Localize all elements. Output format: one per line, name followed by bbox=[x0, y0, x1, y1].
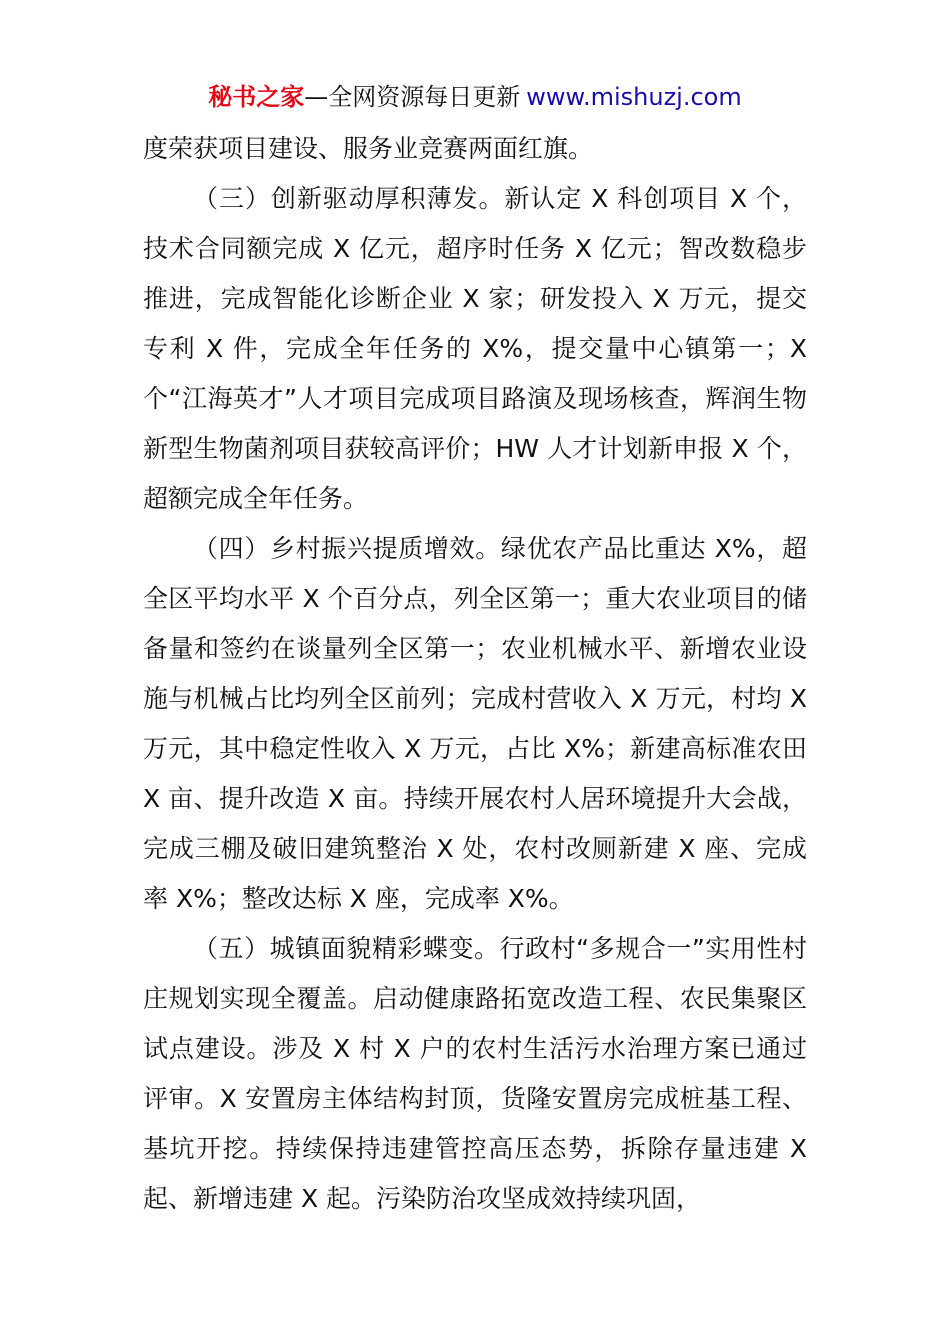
site-header bbox=[0, 80, 950, 114]
paragraph-rural-revitalization: （四）乡村振兴提质增效。绿优农产品比重达 X%，超全区平均水平 X 个百分点，列全区第一；重大农业项目的储备量和签约在谈量列全区第一；农业机械水平、新增农业设施与机械占比均列全区前列；完成村营收入 X 万元，村均 X 万元，其中稳定性收入 X 万元，占比 X%；新建高标准农田 X 亩、提升改造 X 亩。持续开展农村人居环境提升大会战，完成三棚及破旧建筑整治 X 处，农村改厕新建 X 座、完成率 X%；整改达标 X 座，完成率 X%。 bbox=[143, 534, 807, 913]
paragraph-innovation: （三）创新驱动厚积薄发。新认定 X 科创项目 X 个，技术合同额完成 X 亿元，超序时任务 X 亿元；智改数稳步推进，完成智能化诊断企业 X 家；研发投入 X 万元，提交专利 X 件，完成全年任务的 X%，提交量中心镇第一；X 个“江海英才”人才项目完成项目路演及现场核查，辉润生物新型生物菌剂项目获较高评价；HW 人才计划新申报 X 个，超额完成全年任务。 bbox=[143, 184, 807, 513]
header-tagline: —全网资源每日更新 bbox=[304, 83, 521, 111]
site-url-link[interactable]: www.mishuzj.com bbox=[526, 83, 742, 111]
brand-name: 秘书之家 bbox=[208, 83, 305, 111]
document-body bbox=[143, 124, 807, 1224]
paragraph-town-appearance: （五）城镇面貌精彩蝶变。行政村“多规合一”实用性村庄规划实现全覆盖。启动健康路拓宽改造工程、农民集聚区试点建设。涉及 X 村 X 户的农村生活污水治理方案已通过评审。X 安置房主体结构封顶，货隆安置房完成桩基工程、基坑开挖。持续保持违建管控高压态势，拆除存量违建 X 起、新增违建 X 起。污染防治攻坚成效持续巩固， bbox=[143, 934, 807, 1213]
paragraph-continuation: 度荣获项目建设、服务业竞赛两面红旗。 bbox=[143, 134, 594, 163]
